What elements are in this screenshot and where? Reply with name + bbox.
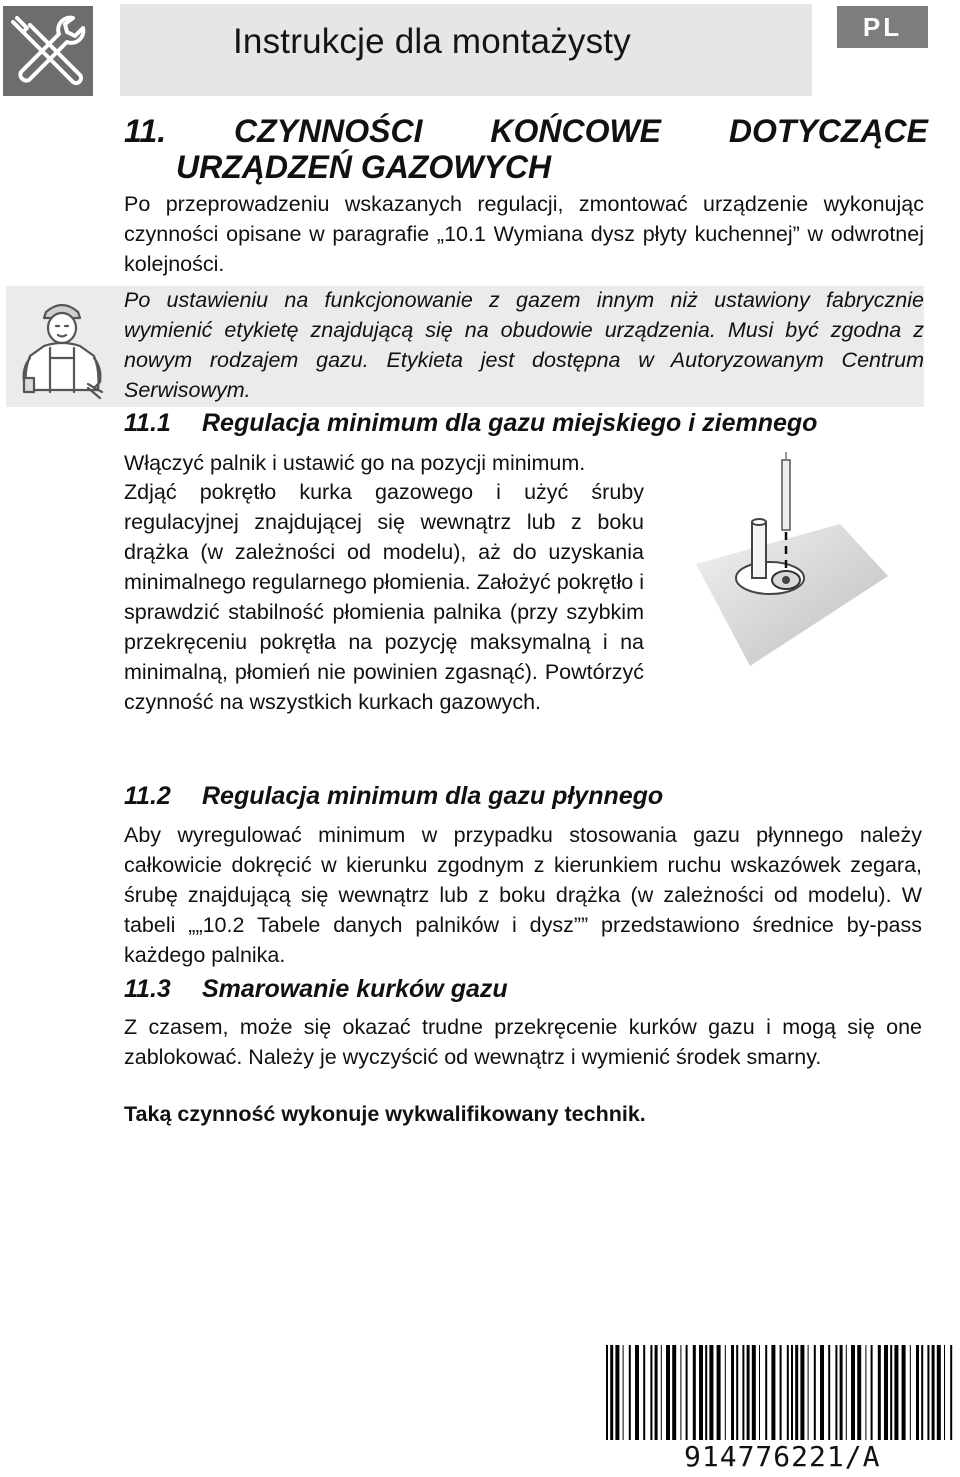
barcode-bar (759, 1345, 760, 1440)
sub1-first-line: Włączyć palnik i ustawić go na pozycji minimum. (124, 451, 586, 475)
barcode (606, 1345, 956, 1440)
subsection-heading-11-2 (124, 782, 663, 811)
barcode-bar (890, 1345, 892, 1440)
section-title-word: KOŃCOWE (490, 113, 661, 149)
barcode-bar (747, 1345, 750, 1440)
subsection-number: 11.3 (124, 975, 171, 1003)
barcode-bar (709, 1345, 713, 1440)
barcode-bar (606, 1345, 608, 1440)
subsection-heading-11-1 (124, 409, 817, 438)
note-paragraph: Po ustawieniu na funkcjonowanie z gazem innym niż ustawiony fabrycznie wymienić etykietę znajdującą się na obudowie urządzenia. Musi być zgodna z nowym rodzajem gazu. Etykieta jest dostępna w Autoryzowanym Centrum Serwisowym. (124, 288, 924, 402)
barcode-bar (808, 1345, 809, 1440)
barcode-bar (666, 1345, 670, 1440)
barcode-bar (791, 1345, 793, 1440)
barcode-bar (752, 1345, 756, 1440)
barcode-bar (610, 1345, 613, 1440)
barcode-bar (814, 1345, 816, 1440)
barcode-bar (680, 1345, 681, 1440)
subsection-number: 11.1 (124, 409, 171, 437)
barcode-bar (950, 1345, 952, 1440)
subsection-title: Regulacja minimum dla gazu płynnego (202, 782, 664, 810)
gas-tap-adjustment-illustration (690, 452, 890, 672)
barcode-bar (820, 1345, 824, 1440)
barcode-bar (717, 1345, 721, 1440)
barcode-bar (635, 1345, 639, 1440)
sub3-body: Z czasem, może się okazać trudne przekręcenie kurków gazu i mogą się one zablokować. Należy je wyczyścić od wewnątrz i wymienić środek smarny. (124, 1015, 922, 1069)
barcode-bar (661, 1345, 662, 1440)
barcode-bar (650, 1345, 652, 1440)
sub3-bold-note: Taką czynność wykonuje wykwalifikowany technik. (124, 1102, 646, 1126)
barcode-bar (902, 1345, 906, 1440)
language-badge: PL (837, 6, 928, 48)
barcode-bar (910, 1345, 911, 1440)
barcode-bar (894, 1345, 898, 1440)
barcode-bar (780, 1345, 782, 1440)
barcode-number: 914776221/A (684, 1440, 881, 1473)
sub2-body: Aby wyregulować minimum w przypadku stosowania gazu płynnego należy całkowicie dokręcić w kierunku zgodnym z kierunkiem ruchu wskazówek zegara, śrubę znajdującą się wewnątrz lub z boku drążka (w zależności od modelu). W tabeli „„10.2 Tabele danych palników i dysz”” przedstawiono średnice by-pass każdego palnika. (124, 823, 922, 967)
barcode-bar (944, 1345, 945, 1440)
intro-paragraph: Po przeprowadzeniu wskazanych regulacji, zmontować urządzenie wykonując czynności opisane w paragrafie „10.1 Wymiana dysz płyty kuchennej” w odwrotnej kolejności. (124, 192, 924, 276)
barcode-bar (932, 1345, 935, 1440)
barcode-bar (795, 1345, 798, 1440)
barcode-bar (629, 1345, 631, 1440)
barcode-bar (865, 1345, 866, 1440)
section-number: 11. (124, 113, 167, 149)
section-title-word: CZYNNOŚCI (234, 113, 423, 149)
barcode-bar (623, 1345, 624, 1440)
barcode-bar (705, 1345, 707, 1440)
sub1-body: Zdjąć pokrętło kurka gazowego i użyć śruby regulacyjnej znajdującej się wewnątrz lub z boku drążka (w zależności od modelu), aż do uzyskania minimalnego regularnego płomienia. Założyć pokrętło i sprawdzić stabilność płomienia palnika (przy szybkim przekręceniu pokrętła na pozycję maksymalną i na minimalną, płomień nie powinien zgasnąć). Powtórzyć czynność na wszystkich kurkach gazowych. (124, 480, 644, 714)
barcode-bar (921, 1345, 923, 1440)
barcode-bar (736, 1345, 738, 1440)
barcode-bar (800, 1345, 804, 1440)
subsection-number: 11.2 (124, 782, 171, 810)
barcode-bar (927, 1345, 929, 1440)
barcode-bar (742, 1345, 744, 1440)
barcode-bar (857, 1345, 861, 1440)
barcode-bar (771, 1345, 775, 1440)
section-title-line2: URZĄDZEŃ GAZOWYCH (176, 149, 552, 185)
page-title: Instrukcje dla montażysty (233, 22, 631, 61)
subsection-title: Smarowanie kurków gazu (202, 975, 508, 1003)
barcode-bar (731, 1345, 734, 1440)
barcode-bar (693, 1345, 696, 1440)
barcode-bar (916, 1345, 919, 1440)
barcode-bar (672, 1345, 676, 1440)
barcode-bar (937, 1345, 941, 1440)
barcode-bar (655, 1345, 658, 1440)
barcode-bar (871, 1345, 873, 1440)
barcode-bar (840, 1345, 843, 1440)
barcode-bar (615, 1345, 619, 1440)
barcode-bar (878, 1345, 881, 1440)
barcode-bar (643, 1345, 645, 1440)
barcode-bar (725, 1345, 726, 1440)
subsection-title: Regulacja minimum dla gazu miejskiego i ziemnego (202, 409, 818, 437)
wrench-screwdriver-icon (3, 6, 93, 96)
barcode-bar (835, 1345, 837, 1440)
subsection-heading-11-3 (124, 975, 508, 1004)
barcode-bar (787, 1345, 789, 1440)
technician-icon (14, 292, 110, 404)
barcode-bar (846, 1345, 847, 1440)
barcode-bar (765, 1345, 767, 1440)
barcode-bar (828, 1345, 830, 1440)
barcode-bar (884, 1345, 888, 1440)
barcode-bar (686, 1345, 688, 1440)
barcode-bar (699, 1345, 703, 1440)
section-title-word: DOTYCZĄCE (728, 113, 928, 149)
section-heading (124, 113, 928, 185)
barcode-bar (851, 1345, 855, 1440)
